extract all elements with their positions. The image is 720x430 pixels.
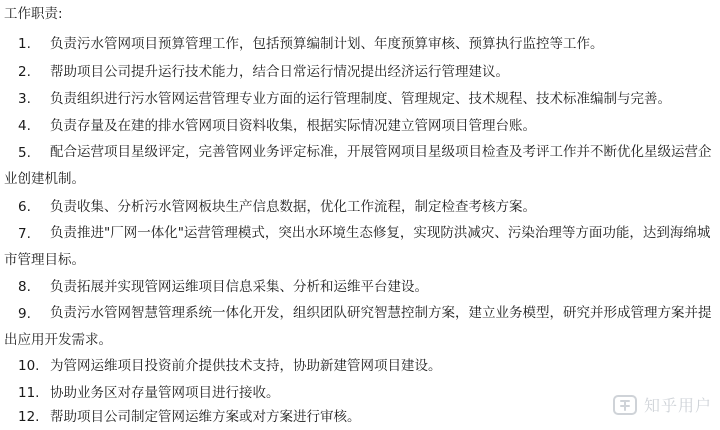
watermark-text: 知乎用户 bbox=[644, 396, 713, 415]
section-heading: 工作职责: bbox=[4, 6, 63, 22]
item-text: 负责拓展并实现管网运维项目信息采集、分析和运维平台建设。 bbox=[50, 279, 428, 295]
item-number: 7. bbox=[18, 226, 31, 242]
item-number: 2. bbox=[18, 64, 31, 80]
item-number: 6. bbox=[18, 199, 31, 215]
item-text: 配合运营项目星级评定，完善管网业务评定标准，开展管网项目星级项目检查及考评工作并不断优化星级运营企业创建机制。 bbox=[4, 144, 712, 187]
item-text: 负责收集、分析污水管网板块生产信息数据，优化工作流程，制定检查考核方案。 bbox=[50, 199, 536, 215]
item-number: 8. bbox=[18, 279, 31, 295]
item-text: 负责存量及在建的排水管网项目资料收集，根据实际情况建立管网项目管理台账。 bbox=[50, 118, 536, 134]
item-number: 3. bbox=[18, 91, 31, 107]
item-text: 协助业务区对存量管网项目进行接收。 bbox=[50, 385, 280, 401]
item-number: 9. bbox=[18, 306, 31, 322]
item-number: 12. bbox=[18, 409, 40, 425]
item-number: 1. bbox=[18, 36, 31, 52]
item-text: 帮助项目公司提升运行技术能力，结合日常运行情况提出经济运行管理建议。 bbox=[50, 64, 509, 80]
item-number: 5. bbox=[18, 145, 31, 161]
item-number: 10. bbox=[18, 358, 40, 374]
item-number: 4. bbox=[18, 118, 31, 134]
item-text: 负责推进"厂网一体化"运营管理模式，突出水环境生态修复，实现防洪减灾、污染治理等方面功能，达到海绵城市管理目标。 bbox=[4, 225, 711, 268]
item-text: 负责污水管网智慧管理系统一体化开发，组织团队研究智慧控制方案，建立业务模型，研究并形成管理方案并提出应用开发需求。 bbox=[4, 305, 712, 348]
item-number: 11. bbox=[18, 385, 40, 401]
item-text: 为管网运维项目投资前介提供技术支持，协助新建管网项目建设。 bbox=[50, 358, 442, 374]
item-text: 负责组织进行污水管网运营管理专业方面的运行管理制度、管理规定、技术规程、技术标准编制与完善。 bbox=[50, 91, 671, 107]
item-text: 帮助项目公司制定管网运维方案或对方案进行审核。 bbox=[50, 409, 361, 425]
item-text: 负责污水管网项目预算管理工作，包括预算编制计划、年度预算审核、预算执行监控等工作。 bbox=[50, 36, 604, 52]
